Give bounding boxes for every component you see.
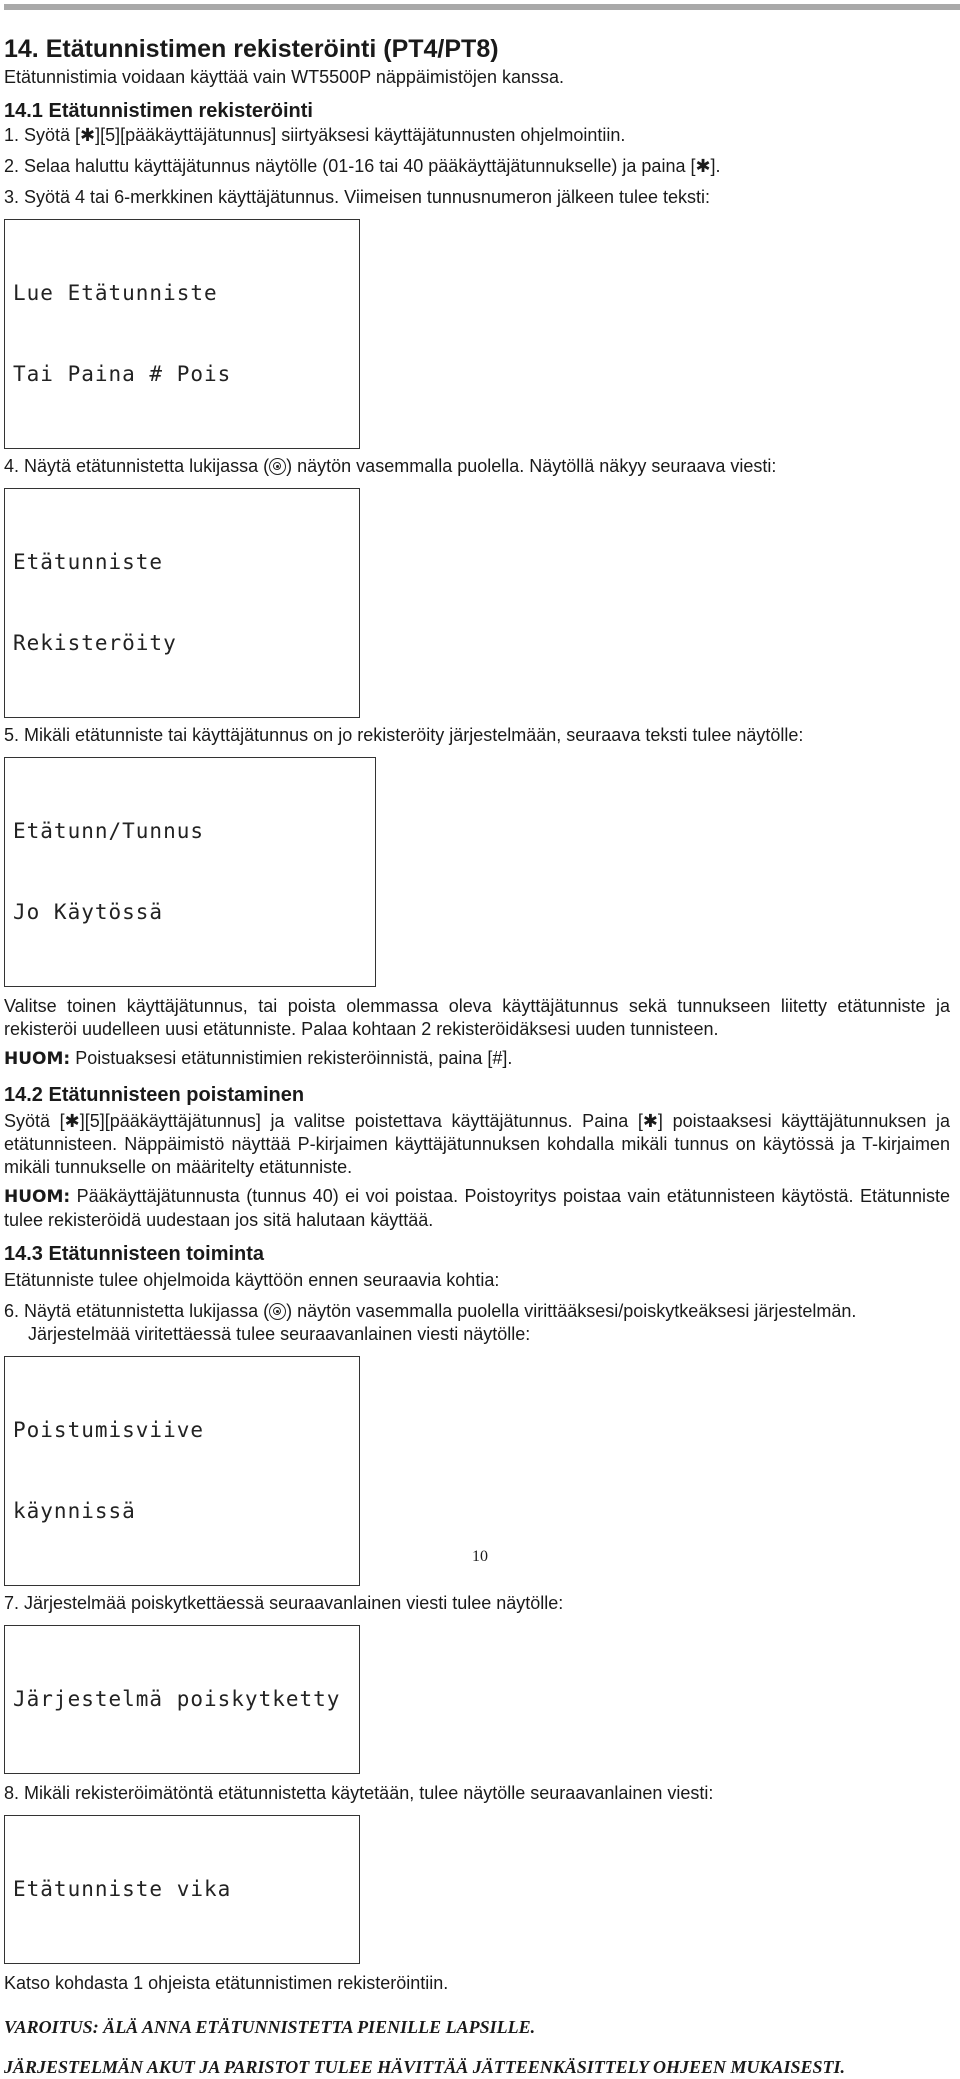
lcd-display-disarmed xyxy=(4,1625,360,1774)
subsection-title-14-1: 14.1 Etätunnistimen rekisteröinti xyxy=(4,100,313,122)
subsection-title-14-3: 14.3 Etätunnisteen toiminta xyxy=(4,1243,265,1265)
instruction-paragraph: Valitse toinen käyttäjätunnus, tai poista olemmassa oleva käyttäjätunnus sekä tunnukseen liitetty etätunniste ja rekisteröi uudelleen uusi etätunniste. Palaa kohtaan 2 rekisteröidäksesi uuden tunnisteen. xyxy=(4,996,950,1039)
lcd-display-registered xyxy=(4,488,360,718)
warning-batteries: JÄRJESTELMÄN AKUT JA PARISTOT TULEE HÄVITTÄÄ JÄTTEENKÄSITTELY OHJEEN MUKAISESTI. xyxy=(4,2057,845,2077)
lcd-line: Lue Etätunniste xyxy=(13,281,218,305)
section-title: 14. Etätunnistimen rekisteröinti (PT4/PT8) xyxy=(4,35,499,63)
step-3: 3. Syötä 4 tai 6-merkkinen käyttäjätunnus. Viimeisen tunnusnumeron jälkeen tulee teksti: xyxy=(4,187,711,207)
step-2: 2. Selaa haluttu käyttäjätunnus näytölle (01-16 tai 40 pääkäyttäjätunnukselle) ja paina [✱]. xyxy=(4,156,721,176)
lcd-line: käynnissä xyxy=(13,1499,136,1523)
operation-intro: Etätunniste tulee ohjelmoida käyttöön ennen seuraavia kohtia: xyxy=(4,1270,500,1290)
lcd-line: Etätunn/Tunnus xyxy=(13,819,205,843)
note-label: HUOM: xyxy=(4,1187,71,1207)
lcd-display-tag-fault xyxy=(4,1815,360,1964)
delete-paragraph: Syötä [✱][5][pääkäyttäjätunnus] ja valitse poistettava käyttäjätunnus. Paina [✱] poistaaksesi käyttäjätunnuksen ja etätunnisteen. Näppäimistö näyttää P-kirjaimen käyttäjätunnuksen kohdalla mikäli tunnus on käytössä ja T-kirjaimen mikäli tunnukselle on määritelty etätunniste. xyxy=(4,1111,950,1177)
lcd-line: Poistumisviive xyxy=(13,1418,205,1442)
lcd-display-read-tag xyxy=(4,219,360,449)
subsection-title-14-2: 14.2 Etätunnisteen poistaminen xyxy=(4,1084,305,1106)
lcd-line: Järjestelmä poiskytketty xyxy=(13,1687,341,1711)
note-master-code: HUOM: Pääkäyttäjätunnusta (tunnus 40) ei voi poistaa. Poistoyritys poistaa vain etätunnisteen käytöstä. Etätunniste tulee rekisteröidä uudestaan jos sitä halutaan käyttää. xyxy=(4,1186,950,1230)
reference-text: Katso kohdasta 1 ohjeista etätunnistimen rekisteröintiin. xyxy=(4,1973,449,1993)
tag-reader-icon xyxy=(269,1303,286,1320)
step-1: 1. Syötä [✱][5][pääkäyttäjätunnus] siirtyäksesi käyttäjätunnusten ohjelmointiin. xyxy=(4,125,626,145)
top-rule xyxy=(4,4,960,10)
warning-children: VAROITUS: ÄLÄ ANNA ETÄTUNNISTETTA PIENILLE LAPSILLE. xyxy=(4,2017,536,2037)
step-6: 6. Näytä etätunnistetta lukijassa ( ) näytön vasemmalla puolella virittääksesi/poiskytkeäksesi järjestelmän. Järjestelmää viritettäessä tulee seuraavanlainen viesti näytölle: xyxy=(4,1301,857,1344)
page-content xyxy=(4,34,950,2079)
note-label: HUOM: xyxy=(4,1049,71,1069)
lcd-display-in-use xyxy=(4,757,376,987)
note-exit: HUOM: Poistuaksesi etätunnistimien rekisteröinnistä, paina [#]. xyxy=(4,1048,513,1069)
lcd-line: Etätunniste xyxy=(13,550,164,574)
section-intro: Etätunnistimia voidaan käyttää vain WT5500P näppäimistöjen kanssa. xyxy=(4,67,564,87)
page-number: 10 xyxy=(472,1548,488,1565)
step-8: 8. Mikäli rekisteröimätöntä etätunnistetta käytetään, tulee näytölle seuraavanlainen viesti: xyxy=(4,1783,714,1803)
lcd-line: Etätunniste vika xyxy=(13,1877,232,1901)
step-5: 5. Mikäli etätunniste tai käyttäjätunnus on jo rekisteröity järjestelmään, seuraava teksti tulee näytölle: xyxy=(4,725,804,745)
step-4: 4. Näytä etätunnistetta lukijassa ( ) näytön vasemmalla puolella. Näytöllä näkyy seuraava viesti: xyxy=(4,456,777,476)
lcd-line: Rekisteröity xyxy=(13,631,177,655)
tag-reader-icon xyxy=(269,458,286,475)
lcd-line: Tai Paina # Pois xyxy=(13,362,232,386)
step-7: 7. Järjestelmää poiskytkettäessä seuraavanlainen viesti tulee näytölle: xyxy=(4,1593,564,1613)
lcd-line: Jo Käytössä xyxy=(13,900,164,924)
